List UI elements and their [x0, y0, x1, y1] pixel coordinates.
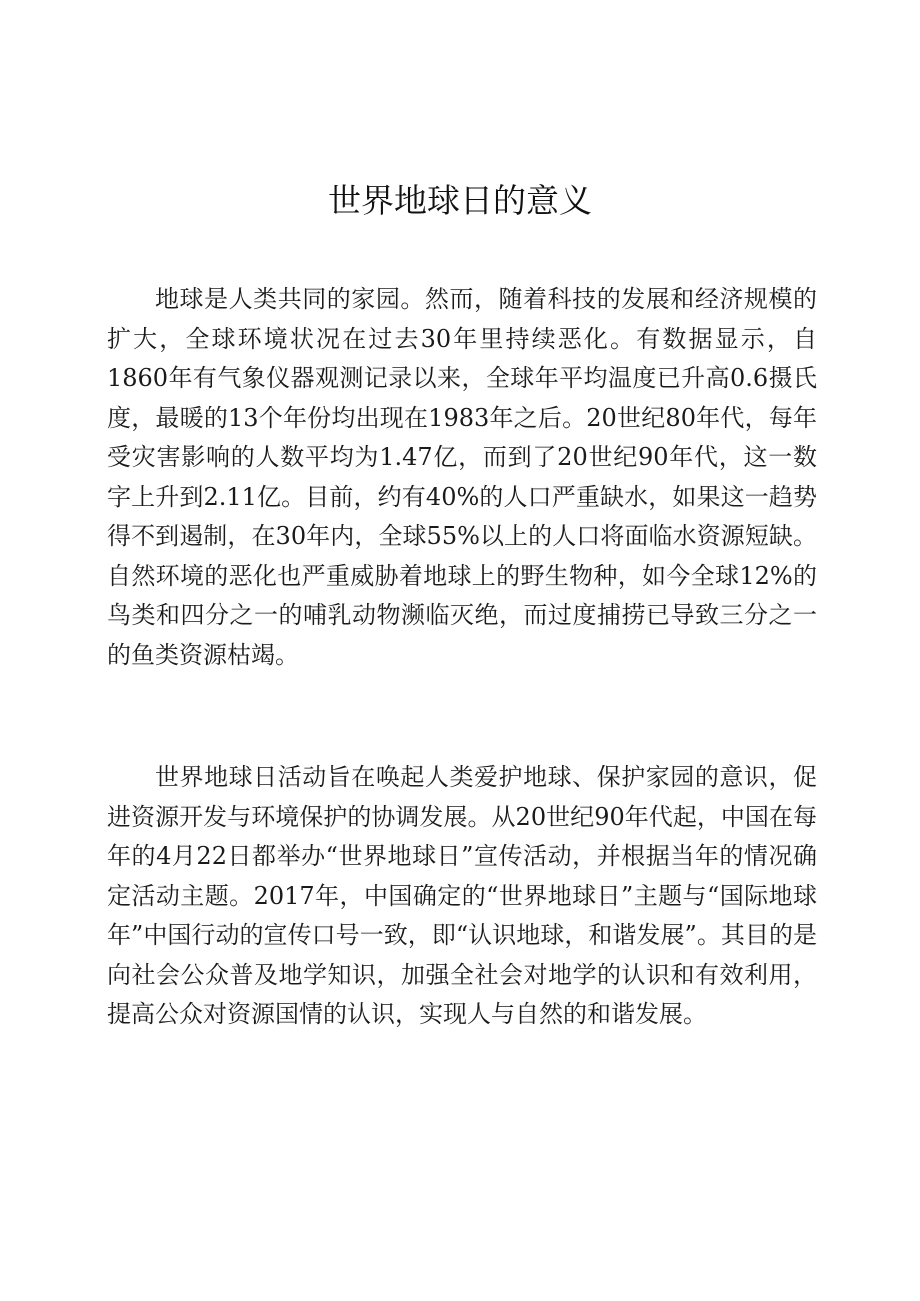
paragraph-2: 世界地球日活动旨在唤起人类爱护地球、保护家园的意识，促进资源开发与环境保护的协调发展。从20世纪90年代起，中国在每年的4月22日都举办“世界地球日”宣传活动，并根据当年的情况确定活动主题。2017年，中国确定的“世界地球日”主题与“国际地球年”中国行动的宣传口号一致，即“认识地球，和谐发展”。其目的是向社会公众普及地学知识，加强全社会对地学的认识和有效利用，提高公众对资源国情的认识，实现人与自然的和谐发展。	[107, 763, 817, 1028]
document-title: 世界地球日的意义	[328, 181, 592, 220]
paragraph-1: 地球是人类共同的家园。然而，随着科技的发展和经济规模的扩大，全球环境状况在过去30年里持续恶化。有数据显示，自1860年有气象仪器观测记录以来，全球年平均温度已升高0.6摄氏度，最暖的13个年份均出现在1983年之后。20世纪80年代，每年受灾害影响的人数平均为1.47亿，而到了20世纪90年代，这一数字上升到2.11亿。目前，约有40%的人口严重缺水，如果这一趋势得不到遏制，在30年内，全球55%以上的人口将面临水资源短缺。自然环境的恶化也严重威胁着地球上的野生物种，如今全球12%的鸟类和四分之一的哺乳动物濒临灭绝，而过度捕捞已导致三分之一的鱼类资源枯竭。	[107, 285, 817, 669]
